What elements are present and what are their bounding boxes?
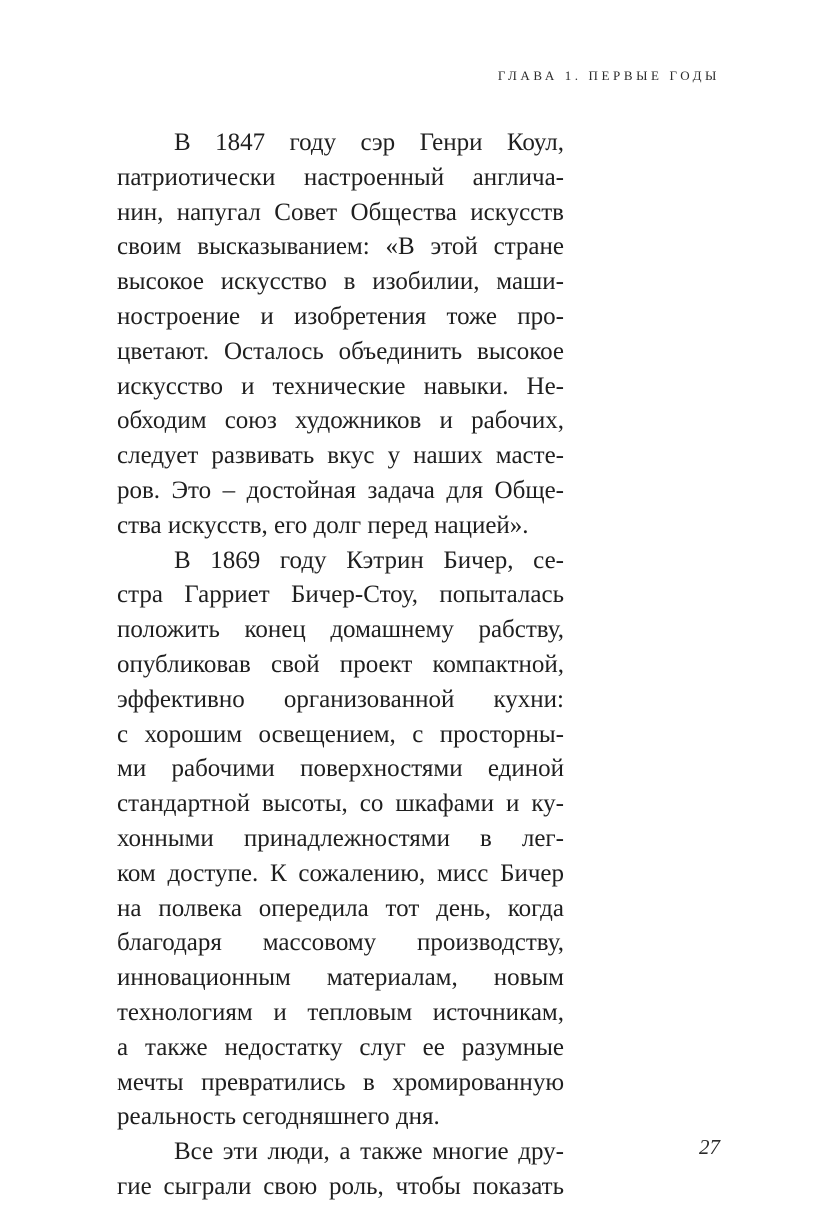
text-line: стра Гарриет Бичер-Стоу, попыталась — [117, 581, 564, 609]
text-line: В 1847 году сэр Генри Коул, — [174, 129, 564, 156]
text-line: ми рабочими поверхностями единой — [117, 755, 564, 783]
text-line: благодаря массовому производству, — [117, 929, 564, 957]
text-line: на полвека опередила тот день, когда — [117, 894, 564, 922]
body-text — [117, 126, 564, 1205]
text-line: стандартной высоты, со шкафами и ку- — [117, 790, 564, 818]
text-line: реальность сегодняшнего дня. — [117, 1103, 440, 1131]
text-line: ком доступе. К сожалению, мисс Бичер — [117, 859, 564, 887]
text-line: эффективно организованной кухни: — [117, 685, 564, 713]
text-line: а также недостатку слуг ее разумные — [117, 1033, 564, 1061]
text-line: ров. Это – достойная задача для Обще- — [117, 476, 564, 504]
text-line: технологиям и тепловым источникам, — [117, 998, 564, 1026]
text-line: хонными принадлежностями в лег- — [117, 824, 564, 852]
text-line: положить конец домашнему рабству, — [117, 616, 564, 644]
text-line: Все эти люди, а также многие дру- — [174, 1138, 564, 1166]
text-line: следует развивать вкус у наших масте- — [117, 442, 564, 470]
running-header: ГЛАВА 1. ПЕРВЫЕ ГОДЫ — [497, 68, 720, 83]
text-line: патриотически настроенный англича- — [117, 163, 564, 191]
text-line: опубликовав свой проект компактной, — [117, 650, 564, 678]
text-line: цветают. Осталось объединить высокое — [117, 337, 564, 365]
text-line: искусство и технические навыки. Не- — [117, 372, 564, 400]
text-line: высокое искусство в изобилии, маши- — [117, 268, 564, 296]
text-line: мечты превратились в хромированную — [117, 1068, 564, 1096]
text-line: В 1869 году Кэтрин Бичер, се- — [174, 546, 564, 574]
text-line: с хорошим освещением, с просторны- — [117, 720, 564, 748]
text-line: гие сыграли свою роль, чтобы показать — [117, 1172, 564, 1200]
text-line: обходим союз художников и рабочих, — [117, 407, 564, 435]
text-line: ства искусств, его долг перед нацией». — [117, 511, 529, 539]
page-number: 27 — [699, 1135, 720, 1159]
text-line: ностроение и изобретения тоже про- — [117, 302, 564, 330]
text-line: нин, напугал Совет Общества искусств — [117, 198, 564, 226]
text-line: своим высказыванием: «В этой стране — [117, 233, 564, 261]
text-line: инновационным материалам, новым — [117, 964, 564, 992]
